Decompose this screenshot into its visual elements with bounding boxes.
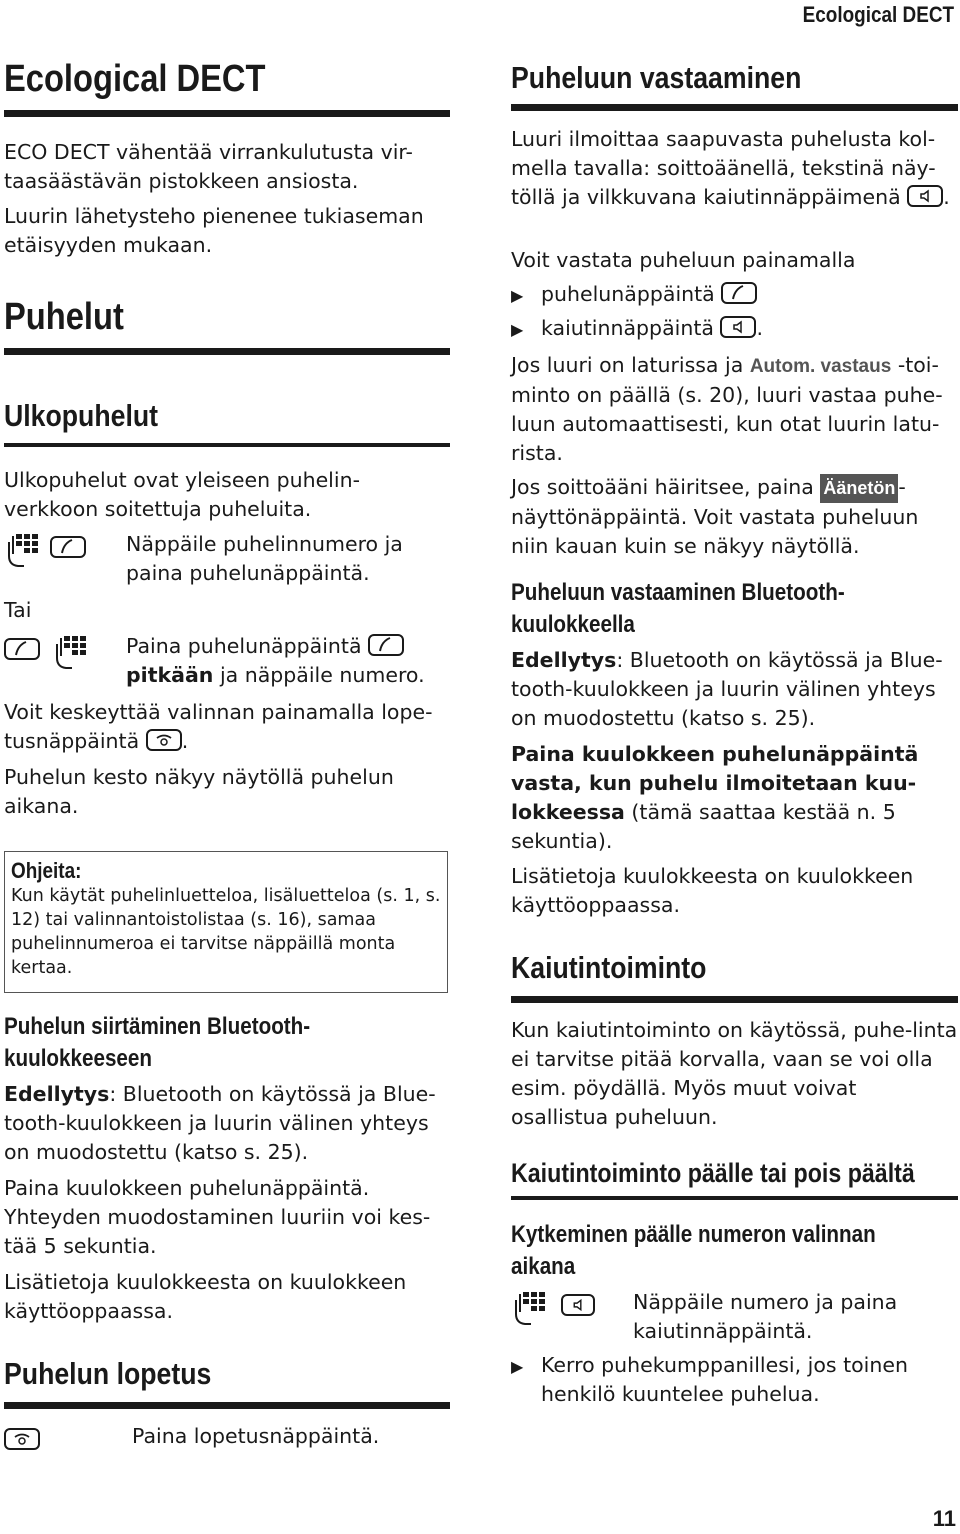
end-step-text: Paina lopetusnäppäintä. — [132, 1424, 380, 1448]
eco-title: Ecological DECT — [4, 58, 266, 100]
ext-paragraph-3: Puhelun kesto näkyy näytöllä puhelun aikana. — [4, 765, 394, 818]
eco-paragraph-2: Luurin lähetysteho pienenee tukiaseman etäisyyden mukaan. — [4, 204, 424, 257]
answer-bullet-1 — [511, 280, 958, 310]
answer-title-rule — [511, 104, 958, 111]
answer-paragraph-3a: Jos luuri on laturissa ja — [511, 353, 744, 377]
end-title-rule — [4, 1402, 450, 1409]
bullet-arrow-icon: ▶ — [511, 286, 524, 305]
handsfree-title: Kaiutintoiminto — [511, 950, 707, 985]
running-header: Ecological DECT — [802, 2, 954, 27]
ext-title-rule — [4, 443, 450, 447]
ext-paragraph-1: Ulkopuhelut ovat yleiseen puhelin-verkkoon soitettuja puheluita. — [4, 468, 360, 521]
note-text: Kun käytät puhelinluetteloa, lisäluetteloa (s. 1, s. 12) tai valinnantoistolistaa (s. 16), samaa puhelinnumeroa ei tarvitse näppäillä monta kertaa. — [11, 886, 441, 978]
note-title: Ohjeita: — [11, 858, 82, 883]
handsfree-bullet-text: Kerro puhekumppanillesi, jos toinen henkilö kuuntelee puhelua. — [541, 1353, 908, 1406]
ext-paragraph-2: Voit keskeyttää valinnan painamalla lope-tusnäppäintä — [4, 700, 433, 753]
call-key-icon — [50, 536, 86, 558]
answer-bullet-2-text: kaiutinnäppäintä — [541, 316, 714, 340]
handsfree-step — [511, 1288, 958, 1348]
ext-title: Ulkopuhelut — [4, 398, 159, 433]
bt-answer-title-line-1: Puheluun vastaaminen Bluetooth- — [511, 579, 845, 606]
keypad-icon — [513, 1290, 547, 1326]
speaker-key-icon — [907, 185, 943, 207]
silence-softkey: Äänetön — [820, 474, 898, 503]
bt-answer-requirement-label: Edellytys — [511, 648, 617, 672]
calls-title-rule — [4, 348, 450, 355]
ext-or: Tai — [4, 598, 32, 622]
speaker-key-icon — [561, 1294, 595, 1316]
ext-step-1 — [4, 530, 450, 590]
handsfree-step-text: Näppäile numero ja paina kaiutinnäppäintä. — [633, 1290, 898, 1343]
answer-paragraph-2: Voit vastata puheluun painamalla — [511, 248, 856, 272]
end-key-icon — [4, 1428, 40, 1450]
eco-paragraph-1: ECO DECT vähentää virrankulutusta vir-taasäästävän pistokkeen ansiosta. — [4, 140, 413, 193]
answer-paragraph-1: Luuri ilmoittaa saapuvasta puhelusta kol-mella tavalla: soittoäänellä, tekstinä näy-töllä ja vilkkuvana kaiutinnäppäimenä — [511, 127, 936, 209]
bt-answer-instruction-text: (tämä saattaa kestää n. 5 sekuntia). — [511, 800, 896, 853]
bt-requirement-label: Edellytys — [4, 1082, 110, 1106]
auto-answer-token: Autom. vastaus — [749, 356, 892, 377]
bt-paragraph-3: Lisätietoja kuulokkeesta on kuulokkeen käyttöoppaassa. — [4, 1270, 407, 1323]
handsfree-bullet — [511, 1351, 958, 1411]
call-key-icon — [4, 638, 40, 660]
ext-step-2-text-b: ja näppäile numero. — [219, 663, 425, 687]
answer-title: Puheluun vastaaminen — [511, 60, 802, 95]
bullet-arrow-icon: ▶ — [511, 320, 524, 339]
handsfree-onoff-rule — [511, 1196, 958, 1200]
bullet-arrow-icon: ▶ — [511, 1357, 524, 1376]
speaker-key-icon — [720, 316, 756, 338]
handsfree-dial-title-line-2: aikana — [511, 1253, 576, 1280]
call-key-icon — [721, 282, 757, 304]
note-box — [4, 851, 448, 993]
handsfree-title-rule — [511, 996, 958, 1003]
bt-answer-title-line-2: kuulokkeella — [511, 611, 635, 638]
eco-title-rule — [4, 110, 450, 117]
bt-title-line-1: Puhelun siirtäminen Bluetooth- — [4, 1013, 311, 1040]
call-key-icon — [368, 634, 404, 656]
answer-bullet-2: ▶ kaiutinnäppäintä . — [511, 316, 763, 340]
end-step — [4, 1422, 450, 1454]
answer-paragraph-3b: -toi-minto on päällä (s. 20), luuri vastaa puhe-luun automaattisesti, kun otat luurin latu-rista. — [511, 353, 943, 465]
answer-paragraph-4b: -näyttönäppäintä. Voit vastata puheluun niin kauan kuin se näkyy näytöllä. — [511, 475, 919, 558]
keypad-icon — [6, 532, 40, 568]
ext-step-2-text-a: Paina puhelunäppäintä — [126, 634, 362, 658]
bt-answer-requirement-text: : Bluetooth on käytössä ja Blue-tooth-kuulokkeen ja luurin välinen yhteys on muodostettu (katso s. 25). — [511, 648, 943, 730]
calls-title: Puhelut — [4, 296, 124, 338]
handsfree-paragraph-1: Kun kaiutintoiminto on käytössä, puhe-linta ei tarvitse pitää korvalla, vaan se voi olla esim. pöydällä. Myös muut voivat osallistua puheluun. — [511, 1018, 958, 1129]
handsfree-onoff-title: Kaiutintoiminto päälle tai pois päältä — [511, 1158, 915, 1188]
end-title: Puhelun lopetus — [4, 1356, 212, 1391]
bt-title-line-2: kuulokkeeseen — [4, 1045, 153, 1072]
bt-answer-instruction-bold: Paina kuulokkeen puhelunäppäintä vasta, kun puhelu ilmoitetaan kuu-lokkeessa — [511, 742, 919, 824]
bt-requirement-text: : Bluetooth on käytössä ja Blue-tooth-kuulokkeen ja luurin välinen yhteys on muodostettu (katso s. 25). — [4, 1082, 436, 1164]
page-number: 11 — [932, 1506, 956, 1531]
bt-paragraph-2: Paina kuulokkeen puhelunäppäintä. Yhteyden muodostaminen luuriin voi kes-tää 5 sekuntia. — [4, 1176, 431, 1258]
answer-bullet-1-text: puhelunäppäintä — [541, 282, 715, 306]
end-key-icon — [146, 729, 182, 751]
ext-step-1-text: Näppäile puhelinnumero ja paina puhelunäppäintä. — [126, 532, 403, 585]
answer-paragraph-4a: Jos soittoääni häiritsee, paina — [511, 475, 814, 499]
ext-step-2-bold: pitkään — [126, 663, 214, 687]
keypad-icon — [54, 634, 88, 670]
bt-answer-paragraph-3: Lisätietoja kuulokkeesta on kuulokkeen käyttöoppaassa. — [511, 864, 914, 917]
handsfree-dial-title-line-1: Kytkeminen päälle numeron valinnan — [511, 1221, 876, 1248]
ext-step-2 — [4, 632, 450, 692]
